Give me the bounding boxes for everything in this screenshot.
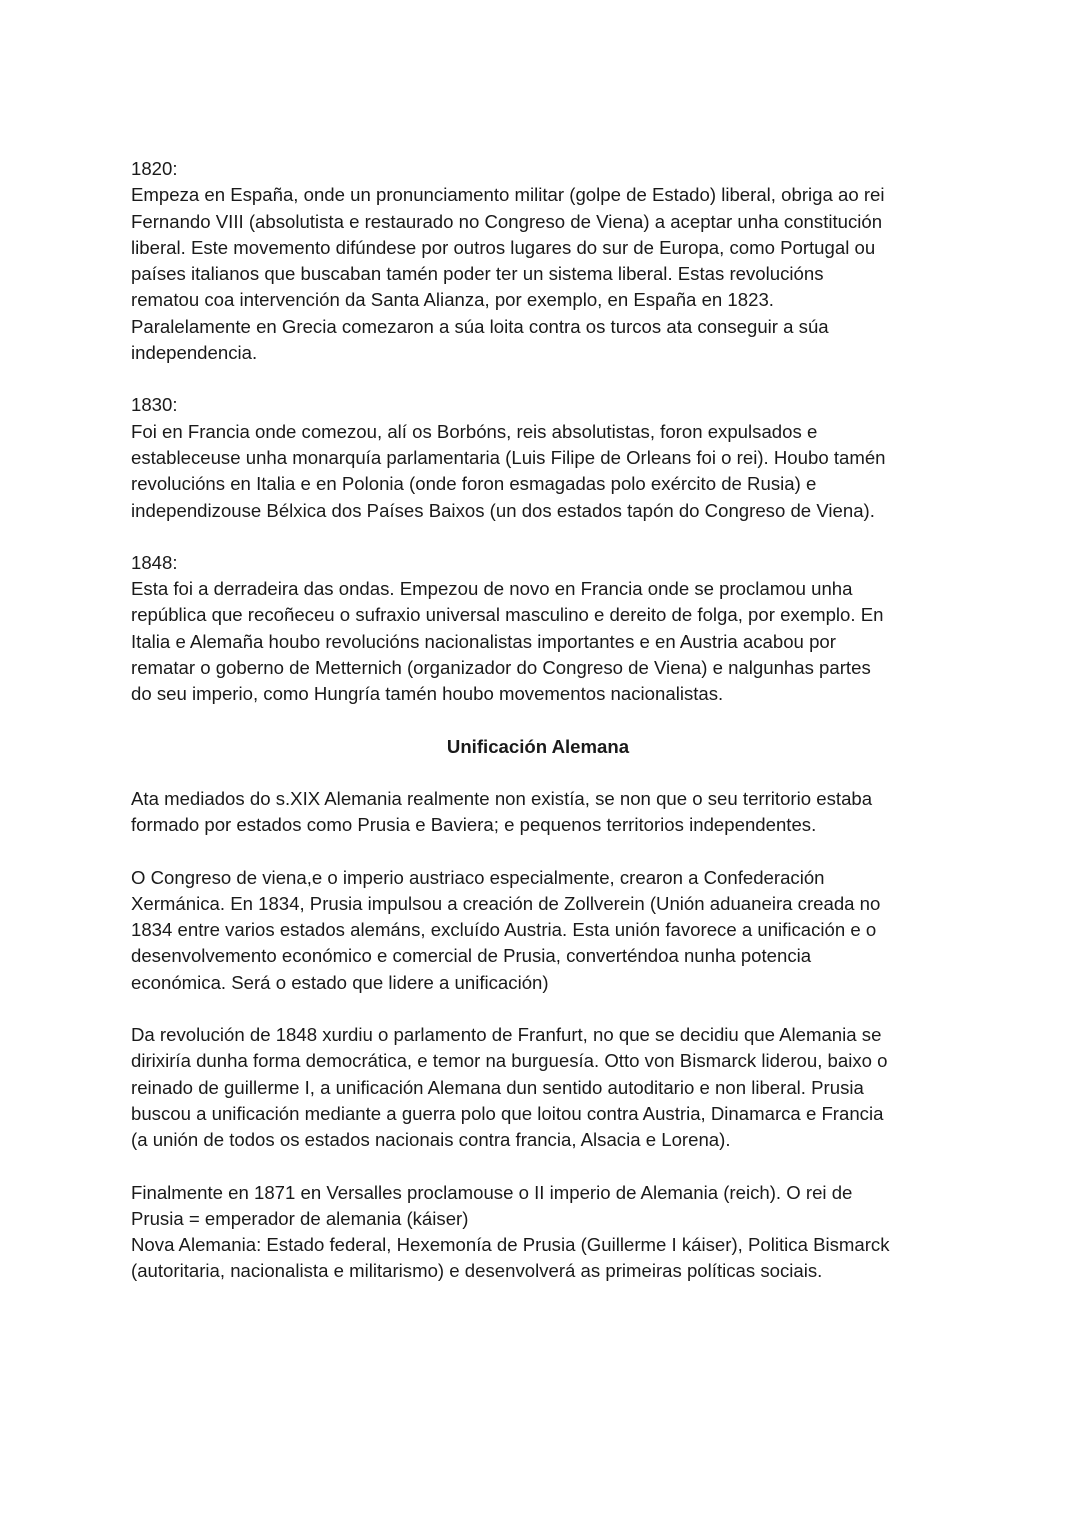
- text-line: económica. Será o estado que lidere a unificación): [131, 971, 549, 993]
- text-line: dirixiría dunha forma democrática, e temor na burguesía. Otto von Bismarck liderou, baixo o: [131, 1050, 888, 1072]
- text-line: estableceuse unha monarquía parlamentaria (Luis Filipe de Orleans foi o rei). Houbo tamén: [131, 446, 886, 468]
- section-heading: Unificación Alemana: [446, 735, 630, 757]
- text-line: Esta foi a derradeira das ondas. Empezou de novo en Francia onde se proclamou unha: [131, 578, 853, 600]
- text-line: Da revolución de 1848 xurdiu o parlamento de Franfurt, no que se decidiu que Alemania se: [131, 1024, 882, 1046]
- text-line: do seu imperio, como Hungría tamén houbo movementos nacionalistas.: [131, 683, 724, 705]
- text-line: Italia e Alemaña houbo revolucións nacionalistas importantes e en Austria acabou por: [131, 630, 836, 652]
- text-line: independencia.: [131, 342, 258, 364]
- document-page: [131, 156, 951, 1311]
- section-1830: [131, 392, 951, 523]
- paragraph: [131, 1180, 951, 1285]
- text-line: república que recoñeceu o sufraxio universal masculino e dereito de folga, por exemplo. En: [131, 604, 884, 626]
- text-line: Nova Alemania: Estado federal, Hexemonía de Prusia (Guillerme I káiser), Politica Bismarck: [131, 1234, 890, 1256]
- section-year: 1820:: [131, 158, 178, 179]
- text-line: rematou coa intervención da Santa Alianza, por exemplo, en España en 1823.: [131, 289, 774, 311]
- paragraph: [131, 1022, 951, 1153]
- text-line: formado por estados como Prusia e Baviera; e pequenos territorios independentes.: [131, 814, 817, 836]
- text-line: 1834 entre varios estados alemáns, excluído Austria. Esta unión favorece a unificación e o: [131, 919, 877, 941]
- text-line: Ata mediados do s.XIX Alemania realmente non existía, se non que o seu territorio estaba: [131, 787, 873, 809]
- section-1820: [131, 156, 951, 366]
- paragraph: [131, 786, 951, 839]
- text-line: O Congreso de viena,e o imperio austriaco especialmente, crearon a Confederación: [131, 866, 825, 888]
- text-line: buscou a unificación mediante a guerra polo que loitou contra Austria, Dinamarca e Francia: [131, 1102, 884, 1124]
- paragraph: [131, 865, 951, 996]
- text-line: revolucións en Italia e en Polonia (onde foron esmagadas polo exército de Rusia) e: [131, 473, 817, 495]
- text-line: Prusia = emperador de alemania (káiser): [131, 1207, 469, 1229]
- text-line: desenvolvemento económico e comercial de Prusia, converténdoa nunha potencia: [131, 945, 812, 967]
- text-line: Fernando VIII (absolutista e restaurado no Congreso de Viena) a aceptar unha constitución: [131, 210, 883, 232]
- text-line: Foi en Francia onde comezou, alí os Borbóns, reis absolutistas, foron expulsados e: [131, 420, 818, 442]
- section-year: 1848:: [131, 551, 178, 573]
- section-1848: [131, 550, 951, 708]
- text-line: Finalmente en 1871 en Versalles proclamouse o II imperio de Alemania (reich). O rei de: [131, 1181, 853, 1203]
- text-line: (a unión de todos os estados nacionais contra francia, Alsacia e Lorena).: [131, 1129, 731, 1151]
- text-line: Paralelamente en Grecia comezaron a súa loita contra os turcos ata conseguir a súa: [131, 315, 829, 337]
- text-line: liberal. Este movemento difúndese por outros lugares do sur de Europa, como Portugal ou: [131, 236, 876, 258]
- text-line: reinado de guillerme I, a unificación Alemana dun sentido autoditario e non liberal. Prusia: [131, 1076, 864, 1098]
- text-line: Empeza en España, onde un pronunciamento militar (golpe de Estado) liberal, obriga ao rei: [131, 184, 885, 206]
- text-line: Xermánica. En 1834, Prusia impulsou a creación de Zollverein (Unión aduaneira creada no: [131, 892, 881, 914]
- text-line: (autoritaria, nacionalista e militarismo) e desenvolverá as primeiras políticas sociais.: [131, 1260, 823, 1282]
- text-line: independizouse Bélxica dos Países Baixos (un dos estados tapón do Congreso de Viena).: [131, 499, 875, 521]
- text-line: rematar o goberno de Metternich (organizador do Congreso de Viena) e nalgunhas partes: [131, 657, 871, 679]
- section-year: 1830:: [131, 394, 178, 416]
- text-line: países italianos que buscaban tamén poder ter un sistema liberal. Estas revolucións: [131, 263, 824, 285]
